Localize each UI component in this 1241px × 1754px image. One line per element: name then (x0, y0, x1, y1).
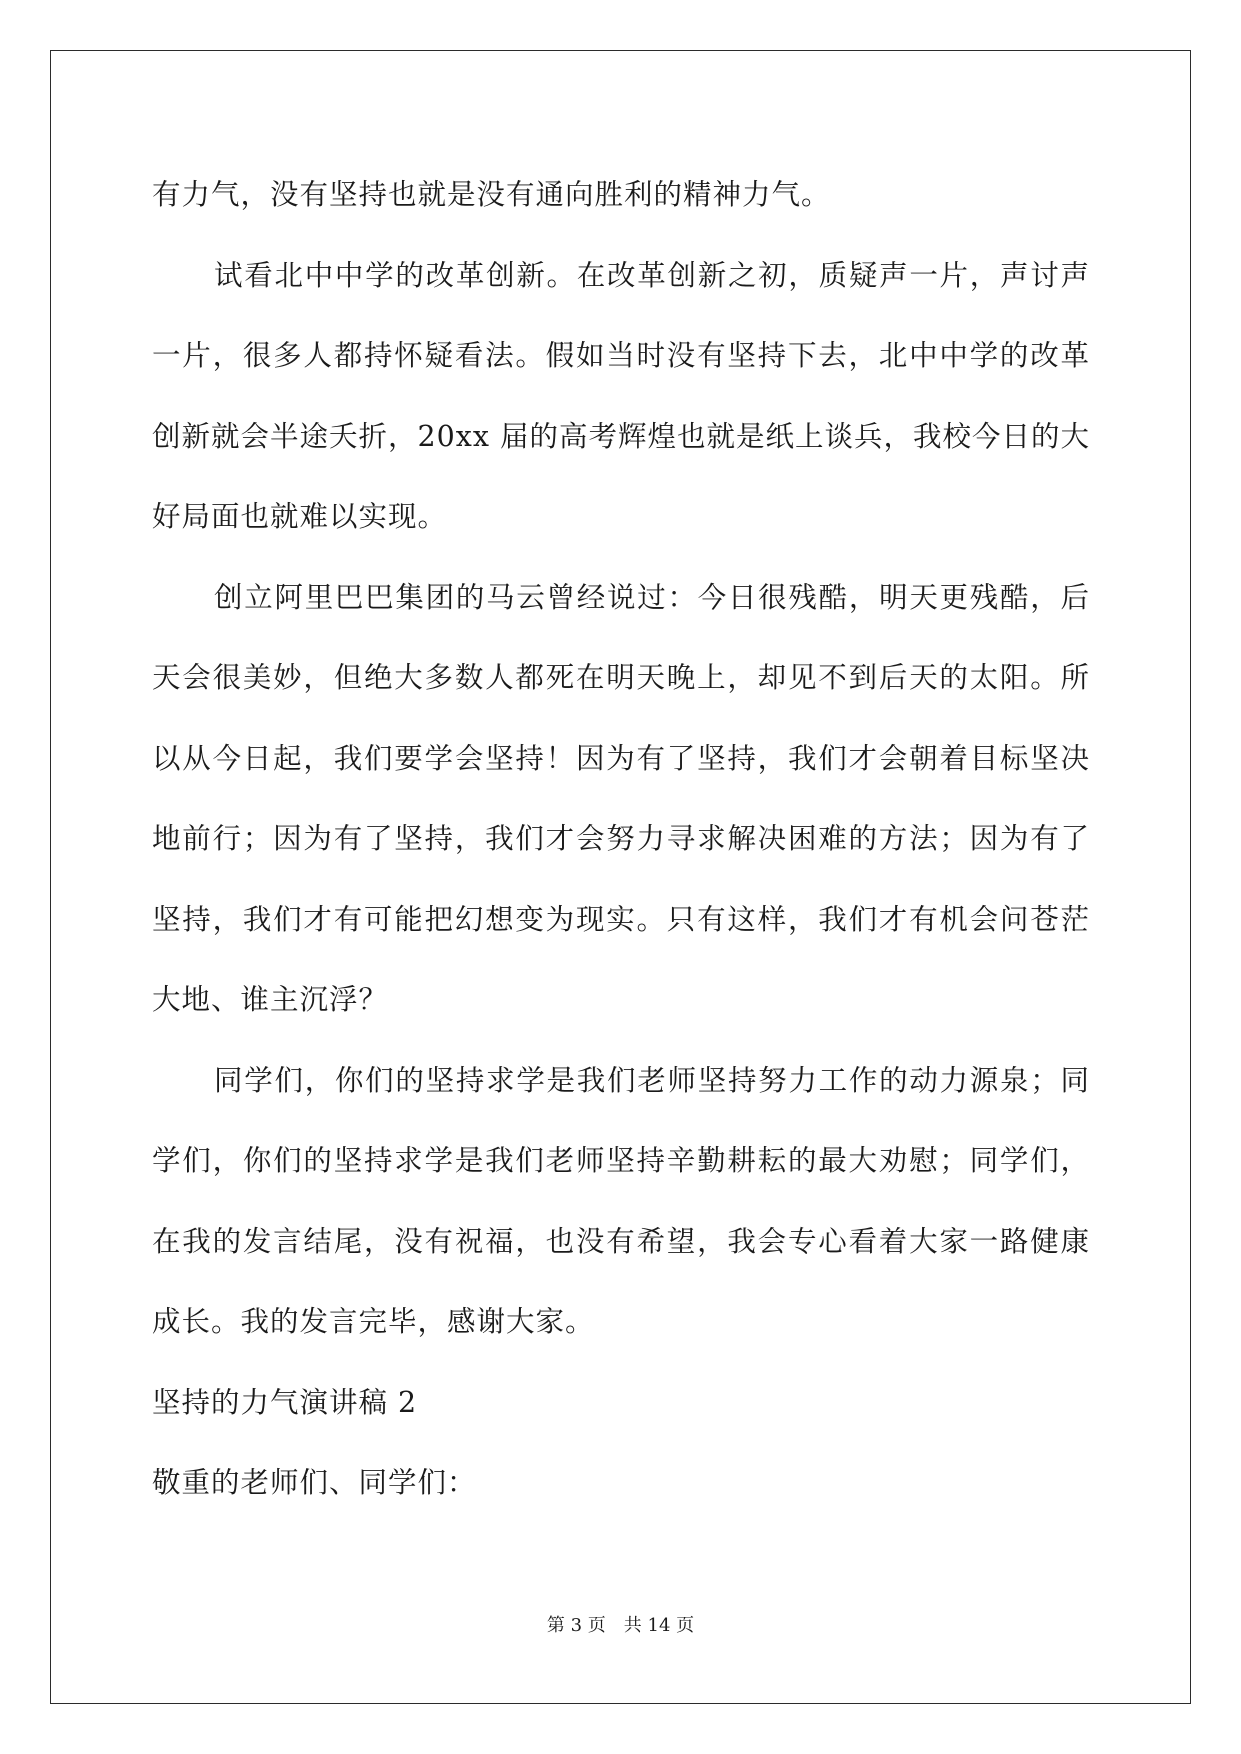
page-footer (0, 1614, 1241, 1638)
paragraph-jack-ma: 创立阿里巴巴集团的马云曾经说过：今日很残酷，明天更残酷，后天会很美妙，但绝大多数人都死在明天晚上，却见不到后天的太阳。所以从今日起，我们要学会坚持！因为有了坚持，我们才会朝着目标坚决地前行；因为有了坚持，我们才会努力寻求解决困难的方法；因为有了坚持，我们才有可能把幻想变为现实。只有这样，我们才有机会问苍茫大地、谁主沉浮？ (152, 580, 1090, 1016)
page-number: 第 3 页 (546, 1615, 606, 1636)
page-total: 共 14 页 (623, 1615, 695, 1636)
paragraph-continuation: 有力气，没有坚持也就是没有通向胜利的精神力气。 (152, 178, 831, 211)
paragraph-reform: 试看北中中学的改革创新。在改革创新之初，质疑声一片，声讨声一片，很多人都持怀疑看法。假如当时没有坚持下去，北中中学的改革创新就会半途夭折，20xx 届的高考辉煌也就是纸上谈兵，我校今日的大好局面也就难以实现。 (152, 258, 1090, 533)
section-heading: 坚持的力气演讲稿 2 (152, 1385, 418, 1419)
paragraph-closing: 同学们，你们的坚持求学是我们老师坚持努力工作的动力源泉；同学们，你们的坚持求学是我们老师坚持辛勤耕耘的最大劝慰；同学们，在我的发言结尾，没有祝福，也没有希望，我会专心看着大家一路健康成长。我的发言完毕，感谢大家。 (152, 1063, 1090, 1338)
document-body (152, 155, 1090, 1524)
salutation: 敬重的老师们、同学们： (152, 1466, 477, 1499)
